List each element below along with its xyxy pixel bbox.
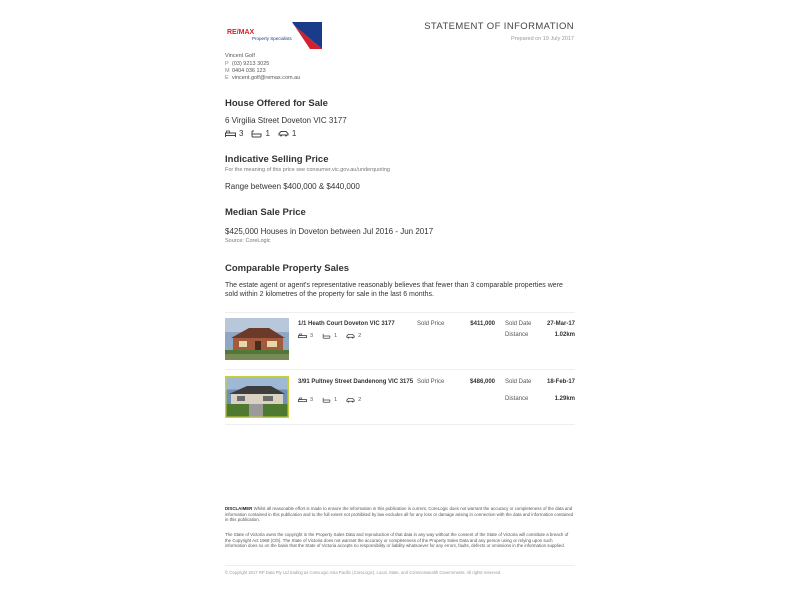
sold-date-label: Sold Date xyxy=(505,321,532,327)
indicative-range: Range between $400,000 & $440,000 xyxy=(225,182,360,191)
house-heading: House Offered for Sale xyxy=(225,98,328,109)
distance-label: Distance xyxy=(505,332,529,338)
comparable-cars-value: 2 xyxy=(358,333,362,339)
comparable-baths xyxy=(322,397,337,403)
comparable-beds-value: 3 xyxy=(310,333,314,339)
property-photo xyxy=(225,318,289,360)
agent-email xyxy=(225,75,300,81)
house-cars xyxy=(278,129,296,138)
sold-date-value: 27-Mar-17 xyxy=(546,321,575,327)
agent-mobile xyxy=(225,68,266,74)
agent-phone xyxy=(225,61,269,67)
house-baths xyxy=(251,129,269,138)
mobile-key: M xyxy=(225,68,230,74)
comparable-features xyxy=(298,397,370,403)
comparable-cars-value: 2 xyxy=(358,397,362,403)
mobile-value: 0404 036 123 xyxy=(232,68,266,74)
document-title: STATEMENT OF INFORMATION xyxy=(424,21,574,32)
divider xyxy=(225,565,575,566)
house-cars-value: 1 xyxy=(291,129,297,138)
comparable-beds-value: 3 xyxy=(310,397,314,403)
comparable-beds xyxy=(298,397,313,403)
bath-icon xyxy=(251,130,262,138)
phone-key: P xyxy=(225,61,229,67)
bed-icon xyxy=(298,397,307,403)
house-baths-value: 1 xyxy=(265,129,270,138)
indicative-note: For the meaning of this price see consumer.vic.gov.au/underquoting xyxy=(225,167,390,173)
sold-date-value: 18-Feb-17 xyxy=(546,379,575,385)
comparable-paragraph: The estate agent or agent's representative reasonably believes that fewer than 3 comparable properties were sold within 2 kilometres of the property for sale in the last 6 months. xyxy=(225,282,563,298)
comparable-heading: Comparable Property Sales xyxy=(225,263,350,274)
brand-subtitle: Property Specialists xyxy=(252,36,292,41)
state-notice: The State of Victoria owns the copyright in the Property Sales Data and reproduction of that data in any way without the consent of the State of Victoria will constitute a breach of the Copyright Act 1968 (Cth). The State of Victoria does not warrant the accuracy or completeness of the Property Sales Data and any person using or relying upon such information does so on the basis that the State of Victoria accepts no responsibility or liability whatsoever for any errors, faults, defects or omissions in the information supplied. xyxy=(225,532,569,549)
disclaimer-text: Whilst all reasonable effort is made to ensure the information in this publication is current, CoreLogic does not warrant the accuracy or completeness of the data and information contained in this publication and to the full extent not prohibited by law excludes all for any loss or damage arising in connection with the data and information contained in this publication. xyxy=(225,506,574,523)
house-beds-value: 3 xyxy=(239,129,244,138)
distance-label: Distance xyxy=(505,396,529,402)
disclaimer xyxy=(225,506,575,523)
comparable-item xyxy=(225,318,575,362)
car-icon xyxy=(346,397,355,403)
median-heading: Median Sale Price xyxy=(225,207,306,218)
sold-price-label: Sold Price xyxy=(417,379,445,385)
disclaimer-label: DISCLAIMER xyxy=(225,506,253,511)
bed-icon xyxy=(225,130,236,137)
car-icon xyxy=(346,333,355,339)
comparable-address: 3/91 Pultney Street Dandenong VIC 3175 xyxy=(298,379,414,385)
house-features xyxy=(225,129,304,138)
comparable-features xyxy=(298,333,370,339)
comparable-address: 1/1 Heath Court Doveton VIC 3177 xyxy=(298,321,395,327)
median-source: Source: CoreLogic xyxy=(225,238,271,244)
house-beds xyxy=(225,129,243,138)
sold-price-label: Sold Price xyxy=(417,321,445,327)
email-value: vincent.golf@remax.com.au xyxy=(232,75,301,81)
bath-icon xyxy=(322,333,331,339)
divider xyxy=(225,312,575,313)
house-address: 6 Virgilia Street Doveton VIC 3177 xyxy=(225,116,347,125)
sold-date-label: Sold Date xyxy=(505,379,532,385)
agent-name: Vincent Golf xyxy=(225,53,255,59)
comparable-baths-value: 1 xyxy=(334,397,338,403)
comparable-item xyxy=(225,376,575,420)
distance-value: 1.02km xyxy=(554,332,575,338)
car-icon xyxy=(278,130,289,137)
comparable-baths-value: 1 xyxy=(334,333,338,339)
median-text: $425,000 Houses in Doveton between Jul 2016 - Jun 2017 xyxy=(225,227,434,236)
brand-text: RE/MAX xyxy=(227,29,255,36)
email-key: E xyxy=(225,75,229,81)
divider xyxy=(225,424,575,425)
comparable-cars xyxy=(346,397,361,403)
comparable-baths xyxy=(322,333,337,339)
comparable-cars xyxy=(346,333,361,339)
divider xyxy=(225,369,575,370)
sold-price-value: $411,000 xyxy=(470,321,495,327)
prepared-date: Prepared on 19 July 2017 xyxy=(511,36,574,42)
bed-icon xyxy=(298,333,307,339)
distance-value: 1.29km xyxy=(554,396,575,402)
phone-value: (03) 9213 3025 xyxy=(232,61,270,67)
bath-icon xyxy=(322,397,331,403)
property-photo xyxy=(225,376,289,418)
comparable-beds xyxy=(298,333,313,339)
sold-price-value: $486,000 xyxy=(469,379,495,385)
indicative-heading: Indicative Selling Price xyxy=(225,154,329,165)
copyright: © Copyright 2017 RP Data Pty Ltd trading as CoreLogic Asia Pacific (CoreLogic). Local, State, and Commonwealth Governments. All rights reserved. xyxy=(225,570,502,575)
